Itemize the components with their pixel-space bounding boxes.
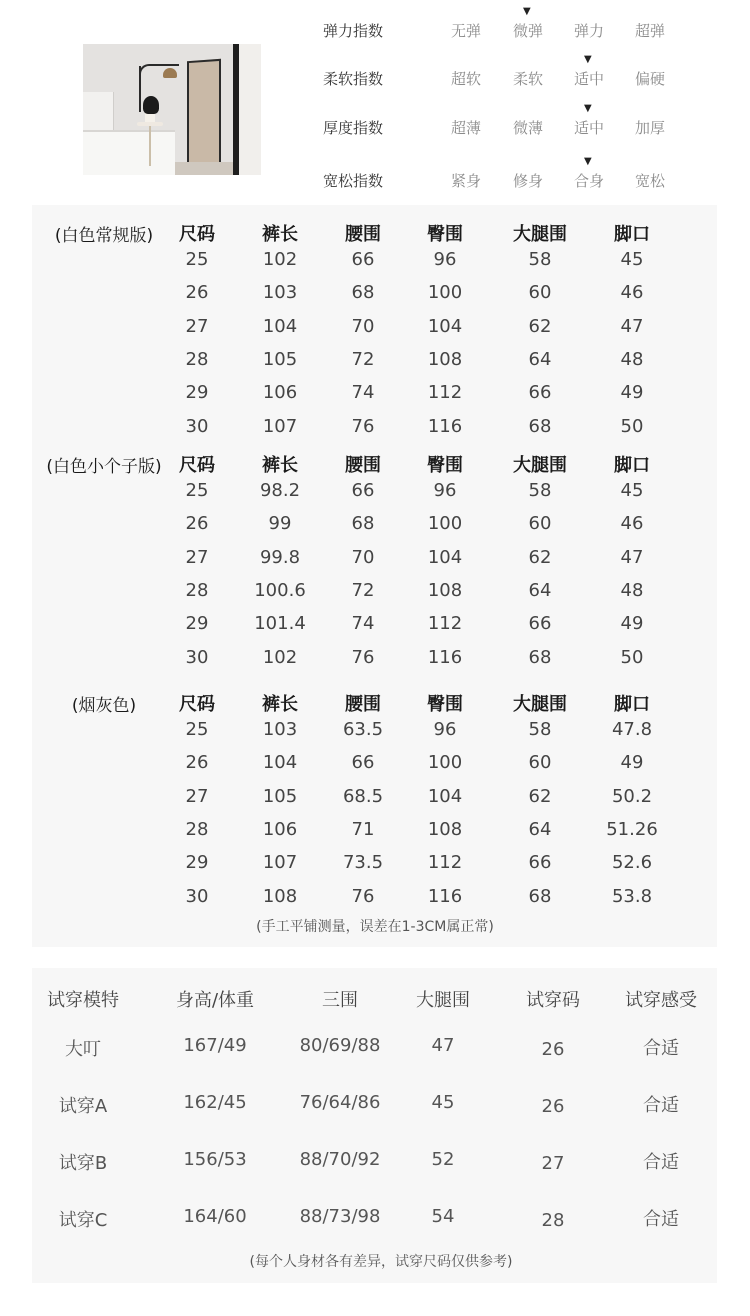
index-option: 紧身	[451, 172, 482, 190]
model-cell: 合适	[643, 1038, 679, 1059]
model-cell: 28	[541, 1210, 565, 1231]
size-cell: 28	[185, 348, 209, 370]
product-photo	[83, 44, 261, 175]
size-cell: 49	[620, 382, 644, 404]
size-cell: 29	[185, 852, 209, 874]
size-column-header: 臀围	[427, 455, 463, 476]
selected-marker-icon: ▼	[584, 54, 592, 65]
index-option: 微薄	[513, 119, 544, 137]
model-cell: 47	[431, 1035, 455, 1056]
index-option: 无弹	[451, 22, 482, 40]
size-column-header: 裤长	[262, 224, 298, 245]
size-column-header: 尺码	[179, 694, 215, 715]
model-cell: 合适	[643, 1209, 679, 1230]
size-cell: 66	[351, 249, 375, 270]
model-cell: 80/69/88	[299, 1035, 381, 1056]
model-cell: 试穿B	[58, 1153, 108, 1174]
size-cell: 46	[620, 513, 644, 535]
model-panel	[32, 968, 717, 1283]
size-cell: 107	[262, 852, 298, 874]
size-cell: 60	[528, 752, 552, 774]
index-label: 柔软指数	[323, 70, 384, 88]
size-cell: 28	[185, 579, 209, 601]
size-cell: 45	[620, 249, 644, 270]
size-cell: 99	[268, 513, 292, 535]
size-cell: 116	[427, 646, 463, 668]
size-cell: 66	[351, 480, 375, 501]
size-cell: 53.8	[611, 885, 653, 907]
size-column-header: 脚口	[614, 455, 650, 476]
size-cell: 25	[185, 249, 209, 270]
size-cell: 60	[528, 282, 552, 304]
size-group-label: (白色常规版)	[54, 226, 154, 246]
size-cell: 105	[262, 348, 298, 370]
size-column-header: 大腿围	[513, 455, 567, 476]
size-cell: 96	[433, 249, 457, 270]
size-cell: 104	[262, 752, 298, 774]
size-cell: 103	[262, 719, 298, 740]
size-column-header: 腰围	[345, 224, 381, 245]
size-cell: 107	[262, 415, 298, 437]
size-column-header: 腰围	[345, 455, 381, 476]
size-cell: 68	[528, 415, 552, 437]
size-column-header: 尺码	[179, 224, 215, 245]
size-cell: 72	[351, 348, 375, 370]
size-cell: 64	[528, 579, 552, 601]
size-cell: 66	[351, 752, 375, 774]
size-cell: 98.2	[259, 480, 301, 501]
selected-marker-icon: ▼	[584, 103, 592, 114]
size-cell: 49	[620, 613, 644, 635]
size-cell: 63.5	[342, 719, 384, 740]
size-cell: 50	[620, 646, 644, 668]
size-cell: 68	[351, 282, 375, 304]
size-cell: 74	[351, 613, 375, 635]
model-cell: 167/49	[183, 1035, 247, 1056]
size-cell: 108	[262, 885, 298, 907]
size-column-header: 尺码	[179, 455, 215, 476]
size-cell: 60	[528, 513, 552, 535]
model-cell: 26	[541, 1096, 565, 1117]
model-cell: 88/70/92	[299, 1149, 381, 1170]
size-cell: 73.5	[342, 852, 384, 874]
index-option: 超弹	[635, 22, 666, 40]
size-cell: 27	[185, 546, 209, 568]
size-cell: 100	[427, 282, 463, 304]
size-cell: 27	[185, 785, 209, 807]
size-cell: 58	[528, 719, 552, 740]
model-cell: 26	[541, 1039, 565, 1060]
size-cell: 104	[427, 785, 463, 807]
index-option: 弹力	[574, 22, 605, 40]
size-cell: 27	[185, 315, 209, 337]
size-cell: 103	[262, 282, 298, 304]
size-cell: 51.26	[606, 818, 658, 840]
model-cell: 45	[431, 1092, 455, 1113]
size-cell: 68	[528, 885, 552, 907]
size-cell: 25	[185, 719, 209, 740]
size-cell: 74	[351, 382, 375, 404]
size-cell: 29	[185, 613, 209, 635]
size-cell: 96	[433, 480, 457, 501]
model-cell: 52	[431, 1149, 455, 1170]
model-column-header: 大腿围	[416, 990, 470, 1011]
size-cell: 112	[427, 613, 463, 635]
size-cell: 68	[351, 513, 375, 535]
size-cell: 76	[351, 885, 375, 907]
index-option: 超薄	[451, 119, 482, 137]
size-cell: 64	[528, 348, 552, 370]
size-cell: 47.8	[611, 719, 653, 740]
size-cell: 106	[262, 818, 298, 840]
size-cell: 26	[185, 752, 209, 774]
index-option: 柔软	[513, 70, 544, 88]
model-cell: 88/73/98	[299, 1206, 381, 1227]
model-column-header: 试穿码	[526, 990, 580, 1011]
size-cell: 58	[528, 249, 552, 270]
size-cell: 102	[262, 249, 298, 270]
size-cell: 72	[351, 579, 375, 601]
size-cell: 99.8	[259, 546, 301, 568]
size-cell: 49	[620, 752, 644, 774]
size-cell: 29	[185, 382, 209, 404]
index-label: 宽松指数	[323, 172, 384, 190]
size-cell: 112	[427, 852, 463, 874]
size-cell: 50.2	[611, 785, 653, 807]
size-cell: 101.4	[254, 613, 306, 635]
size-cell: 66	[528, 382, 552, 404]
model-cell: 试穿C	[58, 1210, 108, 1231]
model-cell: 合适	[643, 1095, 679, 1116]
size-column-header: 大腿围	[513, 224, 567, 245]
model-column-header: 试穿模特	[47, 990, 119, 1011]
size-cell: 28	[185, 818, 209, 840]
size-cell: 62	[528, 315, 552, 337]
size-cell: 100.6	[254, 579, 306, 601]
size-cell: 116	[427, 885, 463, 907]
size-cell: 62	[528, 546, 552, 568]
size-cell: 108	[427, 818, 463, 840]
index-option: 修身	[513, 172, 544, 190]
size-cell: 108	[427, 348, 463, 370]
size-cell: 105	[262, 785, 298, 807]
size-column-header: 大腿围	[513, 694, 567, 715]
size-column-header: 脚口	[614, 694, 650, 715]
size-cell: 26	[185, 513, 209, 535]
size-cell: 25	[185, 480, 209, 501]
index-option: 偏硬	[635, 70, 666, 88]
size-cell: 104	[262, 315, 298, 337]
index-option: 加厚	[635, 119, 666, 137]
size-cell: 64	[528, 818, 552, 840]
model-cell: 164/60	[183, 1206, 247, 1227]
index-option: 超软	[451, 70, 482, 88]
size-column-header: 腰围	[345, 694, 381, 715]
size-cell: 96	[433, 719, 457, 740]
size-cell: 52.6	[611, 852, 653, 874]
size-cell: 76	[351, 415, 375, 437]
size-cell: 66	[528, 852, 552, 874]
size-cell: 30	[185, 415, 209, 437]
size-cell: 47	[620, 546, 644, 568]
size-cell: 70	[351, 546, 375, 568]
size-group-label: (烟灰色)	[71, 696, 137, 716]
model-note: (每个人身材各有差异，试穿尺码仅供参考)	[249, 1254, 513, 1270]
index-option: 合身	[574, 172, 605, 190]
model-column-header: 三围	[322, 990, 358, 1011]
size-cell: 104	[427, 546, 463, 568]
size-cell: 47	[620, 315, 644, 337]
size-cell: 62	[528, 785, 552, 807]
size-cell: 26	[185, 282, 209, 304]
size-cell: 48	[620, 579, 644, 601]
size-cell: 100	[427, 752, 463, 774]
size-cell: 68.5	[342, 785, 384, 807]
size-cell: 66	[528, 613, 552, 635]
size-cell: 76	[351, 646, 375, 668]
index-option: 适中	[574, 119, 605, 137]
model-cell: 54	[431, 1206, 455, 1227]
index-label: 厚度指数	[323, 119, 384, 137]
size-note: (手工平铺测量，误差在1-3CM属正常)	[256, 919, 494, 935]
model-cell: 162/45	[183, 1092, 247, 1113]
size-cell: 116	[427, 415, 463, 437]
index-option: 微弹	[513, 22, 544, 40]
size-column-header: 臀围	[427, 694, 463, 715]
model-cell: 试穿A	[58, 1096, 108, 1117]
selected-marker-icon: ▼	[584, 156, 592, 167]
model-cell: 合适	[643, 1152, 679, 1173]
model-column-header: 试穿感受	[625, 990, 697, 1011]
model-cell: 大叮	[65, 1039, 101, 1060]
size-cell: 46	[620, 282, 644, 304]
size-cell: 70	[351, 315, 375, 337]
size-cell: 30	[185, 885, 209, 907]
size-cell: 106	[262, 382, 298, 404]
size-column-header: 裤长	[262, 694, 298, 715]
size-cell: 45	[620, 480, 644, 501]
model-cell: 27	[541, 1153, 565, 1174]
size-group-label: (白色小个子版)	[46, 457, 162, 477]
index-option: 适中	[574, 70, 605, 88]
size-column-header: 裤长	[262, 455, 298, 476]
size-cell: 48	[620, 348, 644, 370]
size-cell: 108	[427, 579, 463, 601]
size-cell: 71	[351, 818, 375, 840]
size-cell: 100	[427, 513, 463, 535]
size-cell: 50	[620, 415, 644, 437]
model-cell: 76/64/86	[299, 1092, 381, 1113]
model-column-header: 身高/体重	[175, 990, 255, 1011]
size-cell: 68	[528, 646, 552, 668]
index-label: 弹力指数	[323, 22, 384, 40]
index-option: 宽松	[635, 172, 666, 190]
model-cell: 156/53	[183, 1149, 247, 1170]
selected-marker-icon: ▼	[523, 6, 531, 17]
size-cell: 58	[528, 480, 552, 501]
size-cell: 104	[427, 315, 463, 337]
size-cell: 102	[262, 646, 298, 668]
size-column-header: 脚口	[614, 224, 650, 245]
size-cell: 30	[185, 646, 209, 668]
size-cell: 112	[427, 382, 463, 404]
size-column-header: 臀围	[427, 224, 463, 245]
